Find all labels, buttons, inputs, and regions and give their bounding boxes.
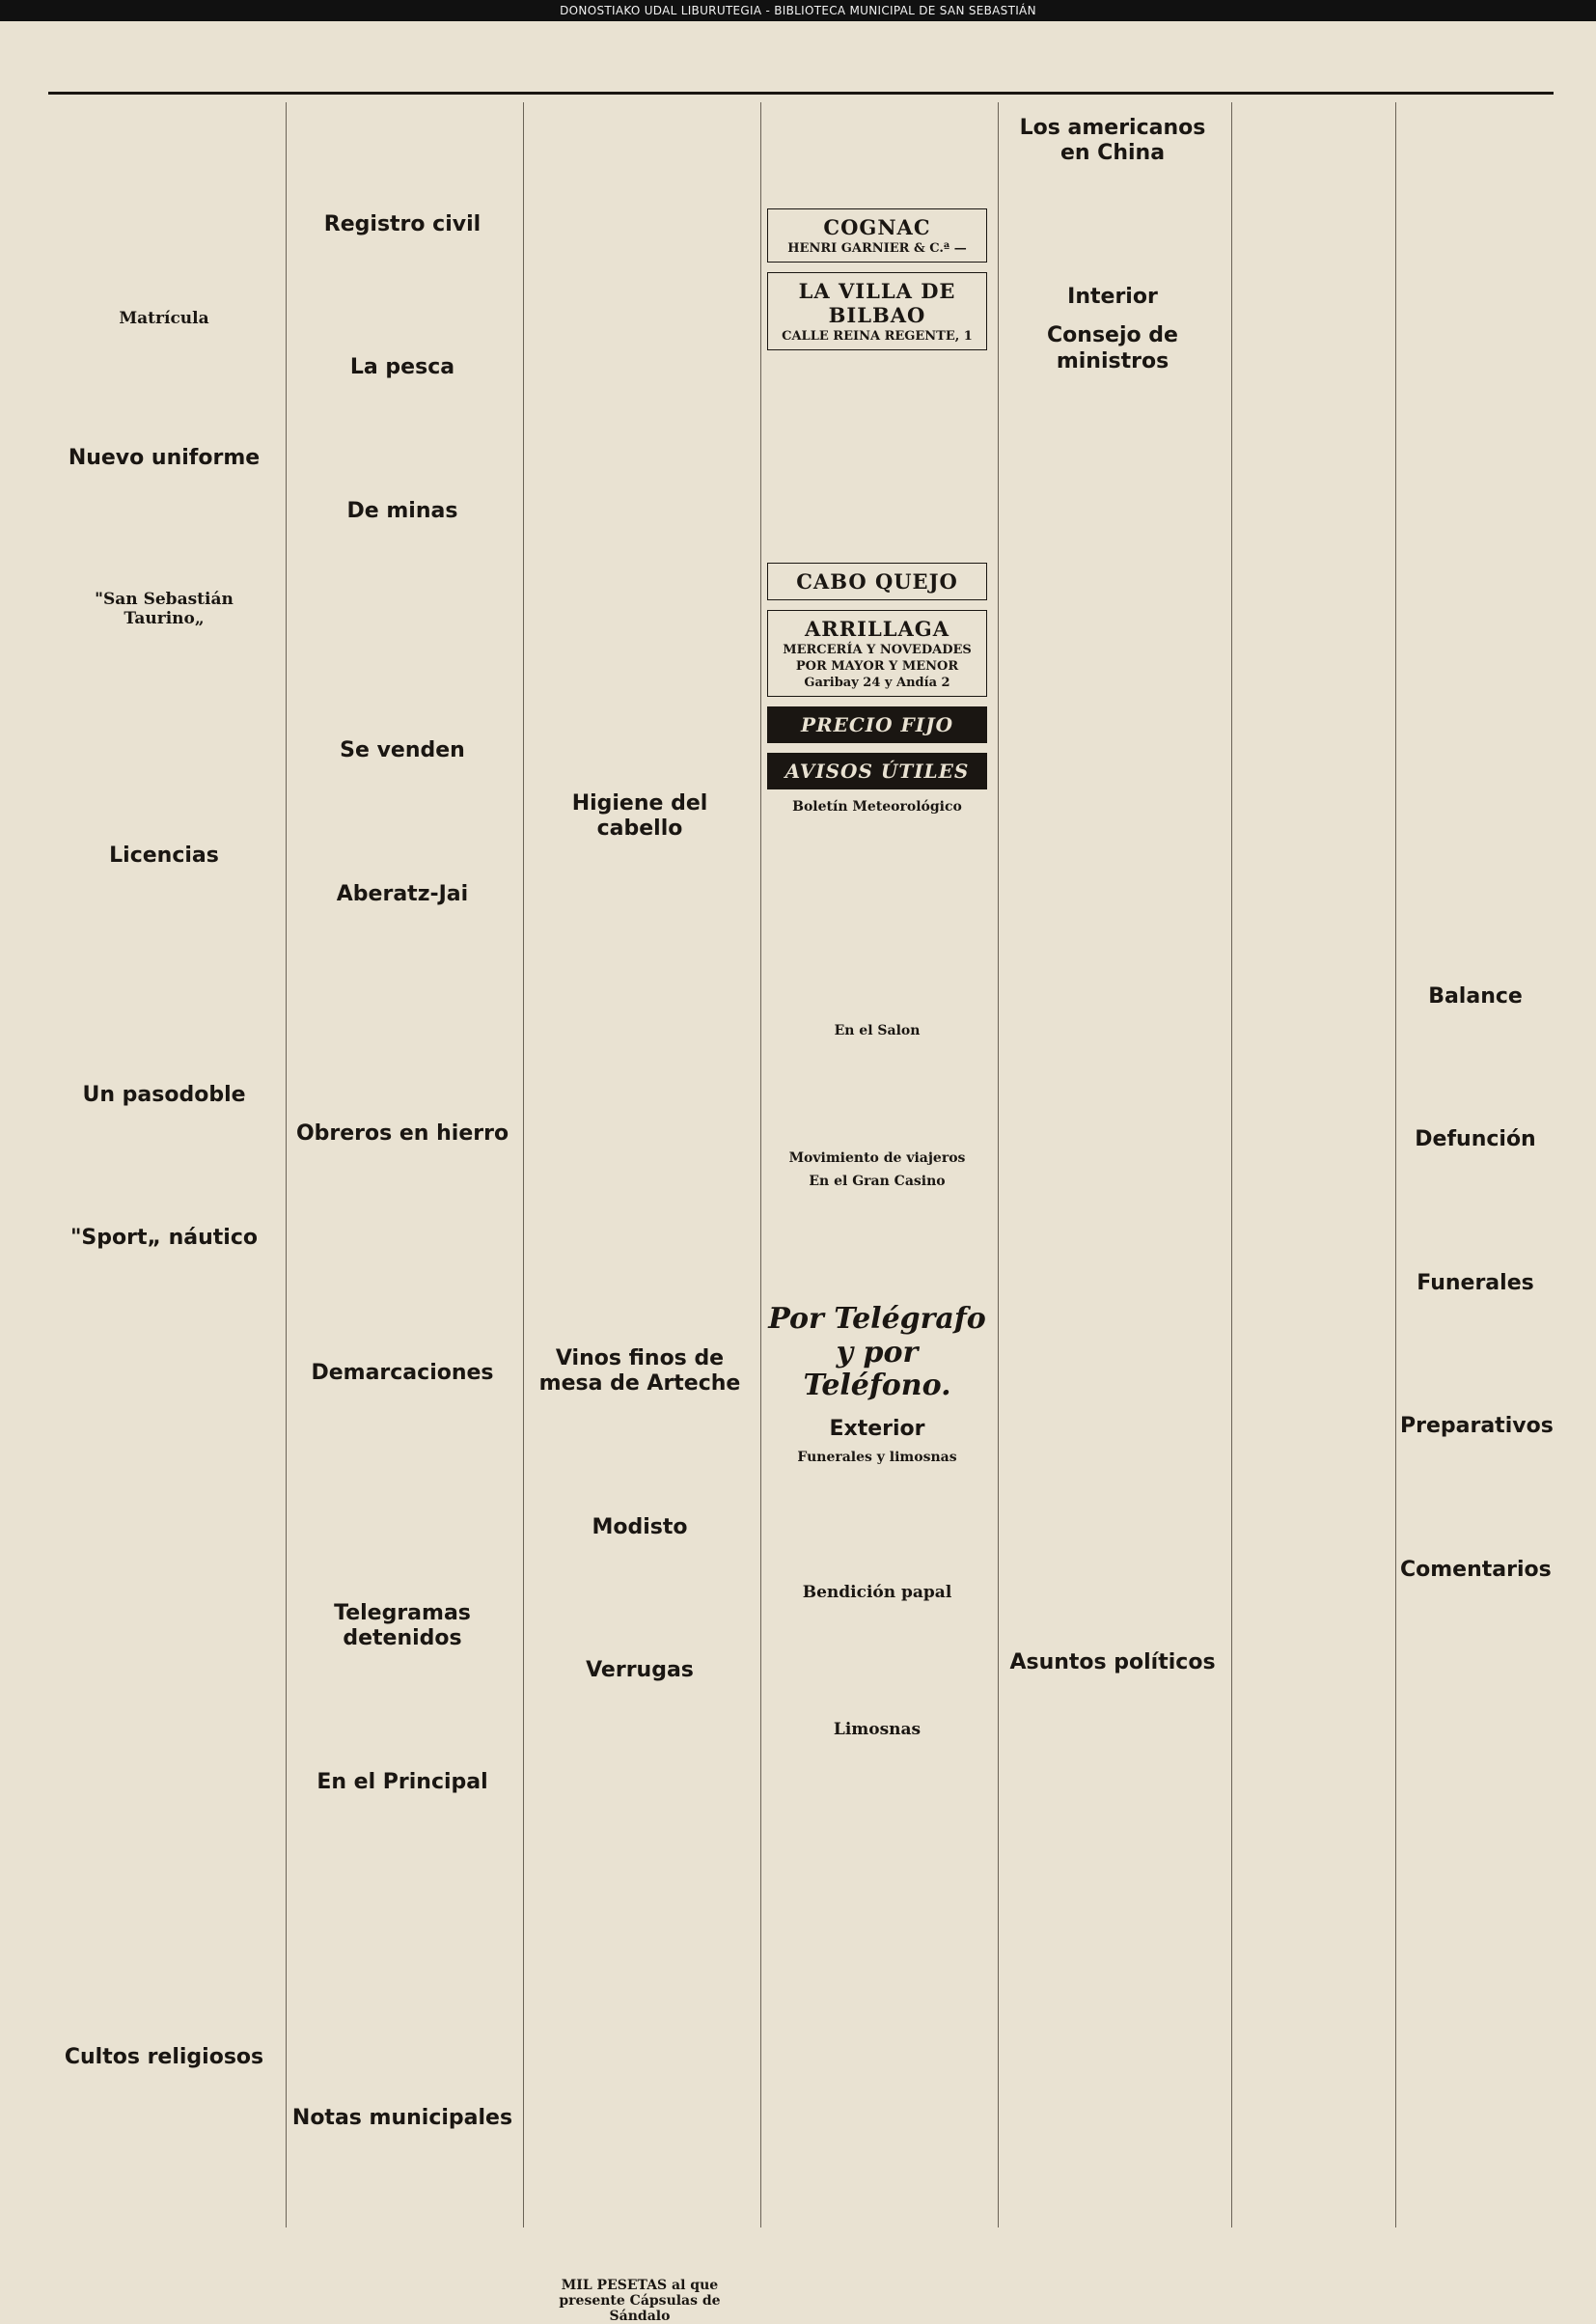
ad-cabo-quejo	[767, 563, 987, 600]
heading-obreros-en-hierro: Obreros en hierro	[295, 1120, 509, 1146]
heading-cultos-religiosos: Cultos religiosos	[64, 2044, 264, 2069]
library-header: DONOSTIAKO UDAL LIBURUTEGIA - BIBLIOTECA MUNICIPAL DE SAN SEBASTIÁN	[0, 0, 1596, 21]
heading-la-pesca: La pesca	[349, 355, 455, 380]
column-5	[998, 102, 1226, 2227]
heading-en-el-salon: En el Salon	[834, 1023, 921, 1038]
heading-boletin-meteorologico: Boletín Meteorológico	[792, 799, 962, 815]
ad-arrillaga-address: Garibay 24 y Andía 2	[804, 676, 950, 690]
avisos-utiles-banner	[767, 753, 987, 789]
ad-villa-bilbao-sub: CALLE REINA REGENTE, 1	[782, 329, 973, 344]
column-2	[286, 102, 518, 2227]
ad-cognac-sub: HENRI GARNIER & C.ª —	[787, 241, 967, 256]
heading-vinos-arteche: Vinos finos de mesa de Arteche	[538, 1345, 741, 1397]
heading-funerales-limosnas: Funerales y limosnas	[797, 1449, 957, 1465]
heading-verrugas: Verrugas	[586, 1657, 694, 1682]
ad-cognac	[767, 208, 987, 263]
heading-bendicion-papal: Bendición papal	[802, 1582, 952, 1602]
heading-aberatz-jai: Aberatz-Jai	[336, 881, 469, 906]
heading-americanos-china: Los americanos en China	[1019, 116, 1206, 166]
heading-de-minas: De minas	[346, 498, 458, 523]
heading-notas-municipales: Notas municipales	[291, 2105, 513, 2130]
ad-precio-fijo-title: PRECIO FIJO	[800, 713, 953, 736]
heading-defuncion: Defunción	[1415, 1127, 1536, 1152]
heading-demarcaciones: Demarcaciones	[311, 1361, 494, 1386]
heading-consejo-ministros: Consejo de ministros	[1047, 323, 1178, 374]
ad-arrillaga-title: ARRILLAGA	[804, 617, 950, 641]
ad-villa-bilbao	[767, 272, 987, 350]
heading-comentarios: Comentarios	[1400, 1557, 1552, 1582]
heading-funerales: Funerales	[1417, 1270, 1534, 1295]
heading-higiene-del-cabello: Higiene del cabello	[571, 791, 708, 842]
column-7	[1395, 102, 1555, 2227]
heading-se-venden: Se venden	[340, 738, 465, 763]
ad-arrillaga-sub: MERCERÍA Y NOVEDADES	[783, 643, 972, 657]
heading-matricula: Matrícula	[119, 309, 209, 328]
column-4	[760, 102, 993, 2227]
heading-asuntos-politicos: Asuntos políticos	[1009, 1649, 1216, 1674]
heading-licencias: Licencias	[109, 843, 219, 868]
capsulas-sandalo-footer: MIL PESETAS al que presente Cápsulas de Sándalo	[559, 2278, 721, 2324]
ad-cognac-title: COGNAC	[823, 215, 931, 239]
heading-preparativos: Preparativos	[1400, 1414, 1554, 1439]
heading-nuevo-uniforme: Nuevo uniforme	[68, 446, 261, 471]
heading-un-pasodoble: Un pasodoble	[82, 1082, 246, 1107]
avisos-utiles-title: AVISOS ÚTILES	[784, 760, 970, 783]
heading-exterior: Exterior	[829, 1416, 925, 1441]
ad-villa-bilbao-title: LA VILLA DE BILBAO	[798, 279, 956, 327]
column-3	[523, 102, 756, 2324]
newspaper-page	[48, 92, 1554, 2324]
heading-gran-casino: En el Gran Casino	[809, 1174, 946, 1189]
heading-movimiento-viajeros: Movimiento de viajeros	[788, 1150, 966, 1166]
ad-precio-fijo	[767, 706, 987, 743]
heading-telegramas-detenidos: Telegramas detenidos	[334, 1600, 471, 1651]
heading-modisto: Modisto	[592, 1514, 688, 1539]
heading-registro-civil: Registro civil	[323, 212, 482, 236]
heading-balance: Balance	[1428, 984, 1523, 1009]
ad-arrillaga-sub2: POR MAYOR Y MENOR	[795, 659, 959, 674]
column-6	[1231, 102, 1390, 2227]
heading-en-el-principal: En el Principal	[316, 1769, 488, 1794]
telegrafo-telefono-title: Por Telégrafo y por Teléfono.	[768, 1302, 986, 1402]
ad-cabo-quejo-title: CABO QUEJO	[796, 569, 958, 594]
heading-sport-nautico: "Sport„ náutico	[69, 1226, 259, 1251]
column-1	[48, 102, 280, 2227]
heading-interior: Interior	[1067, 284, 1158, 309]
ad-arrillaga	[767, 610, 987, 697]
heading-san-sebastian-taurino: "San Sebastián Taurino„	[95, 589, 234, 629]
heading-limosnas: Limosnas	[833, 1720, 922, 1740]
